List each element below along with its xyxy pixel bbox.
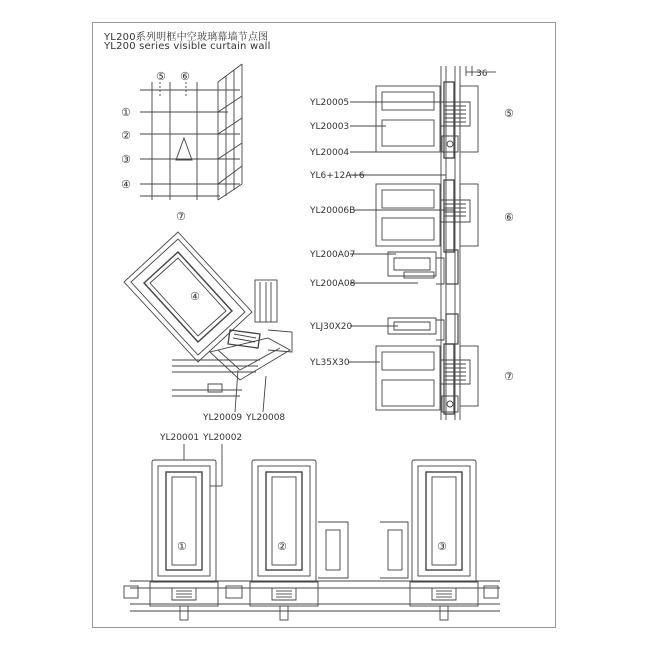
plan-label-yl20001: YL20001 bbox=[160, 433, 200, 443]
section-label-yl200a07: YL200A07 bbox=[310, 250, 356, 260]
dimension-label: 36 bbox=[476, 69, 488, 79]
grid-markers bbox=[121, 70, 190, 223]
corner-marker: ④ bbox=[190, 290, 200, 303]
section-label-yl20006b: YL20006B bbox=[310, 206, 356, 216]
section-markers bbox=[504, 107, 514, 383]
plan-markers bbox=[177, 540, 447, 553]
section-label-yl20004: YL20004 bbox=[310, 148, 350, 158]
section-label-yl200a08: YL200A08 bbox=[310, 279, 356, 289]
corner-label-yl20008: YL20008 bbox=[246, 413, 286, 423]
section-label-yl35x30: YL35X30 bbox=[310, 358, 350, 368]
section-labels bbox=[309, 98, 365, 368]
grid-marker-6: ⑥ bbox=[180, 70, 190, 83]
plan-marker-2: ② bbox=[277, 540, 287, 553]
grid-marker-1: ① bbox=[121, 106, 131, 119]
grid-marker-5: ⑤ bbox=[156, 70, 166, 83]
corner-label-yl20009: YL20009 bbox=[203, 413, 243, 423]
plan-marker-3: ③ bbox=[437, 540, 447, 553]
title-chinese: YL200系列明框中空玻璃幕墙节点图 bbox=[104, 32, 269, 43]
corner-section bbox=[124, 232, 292, 412]
title-english: YL200 series visible curtain wall bbox=[104, 41, 271, 52]
section-marker-5: ⑤ bbox=[504, 107, 514, 120]
section-label-glass: YL6+12A+6 bbox=[310, 171, 365, 181]
grid-marker-3: ③ bbox=[121, 153, 131, 166]
grid-marker-7: ⑦ bbox=[176, 210, 186, 223]
plan-label-yl20002: YL20002 bbox=[203, 433, 243, 443]
section-marker-6: ⑥ bbox=[504, 211, 514, 224]
elevation-grid bbox=[140, 64, 242, 200]
plan-section bbox=[124, 444, 500, 620]
vertical-section bbox=[348, 66, 496, 420]
section-label-yl20005: YL20005 bbox=[310, 98, 350, 108]
grid-marker-2: ② bbox=[121, 129, 131, 142]
section-marker-7: ⑦ bbox=[504, 370, 514, 383]
grid-marker-4: ④ bbox=[121, 178, 131, 191]
section-label-yl20003: YL20003 bbox=[310, 122, 350, 132]
section-label-ylj30x20: YLJ30X20 bbox=[310, 322, 353, 332]
plan-marker-1: ① bbox=[177, 540, 187, 553]
